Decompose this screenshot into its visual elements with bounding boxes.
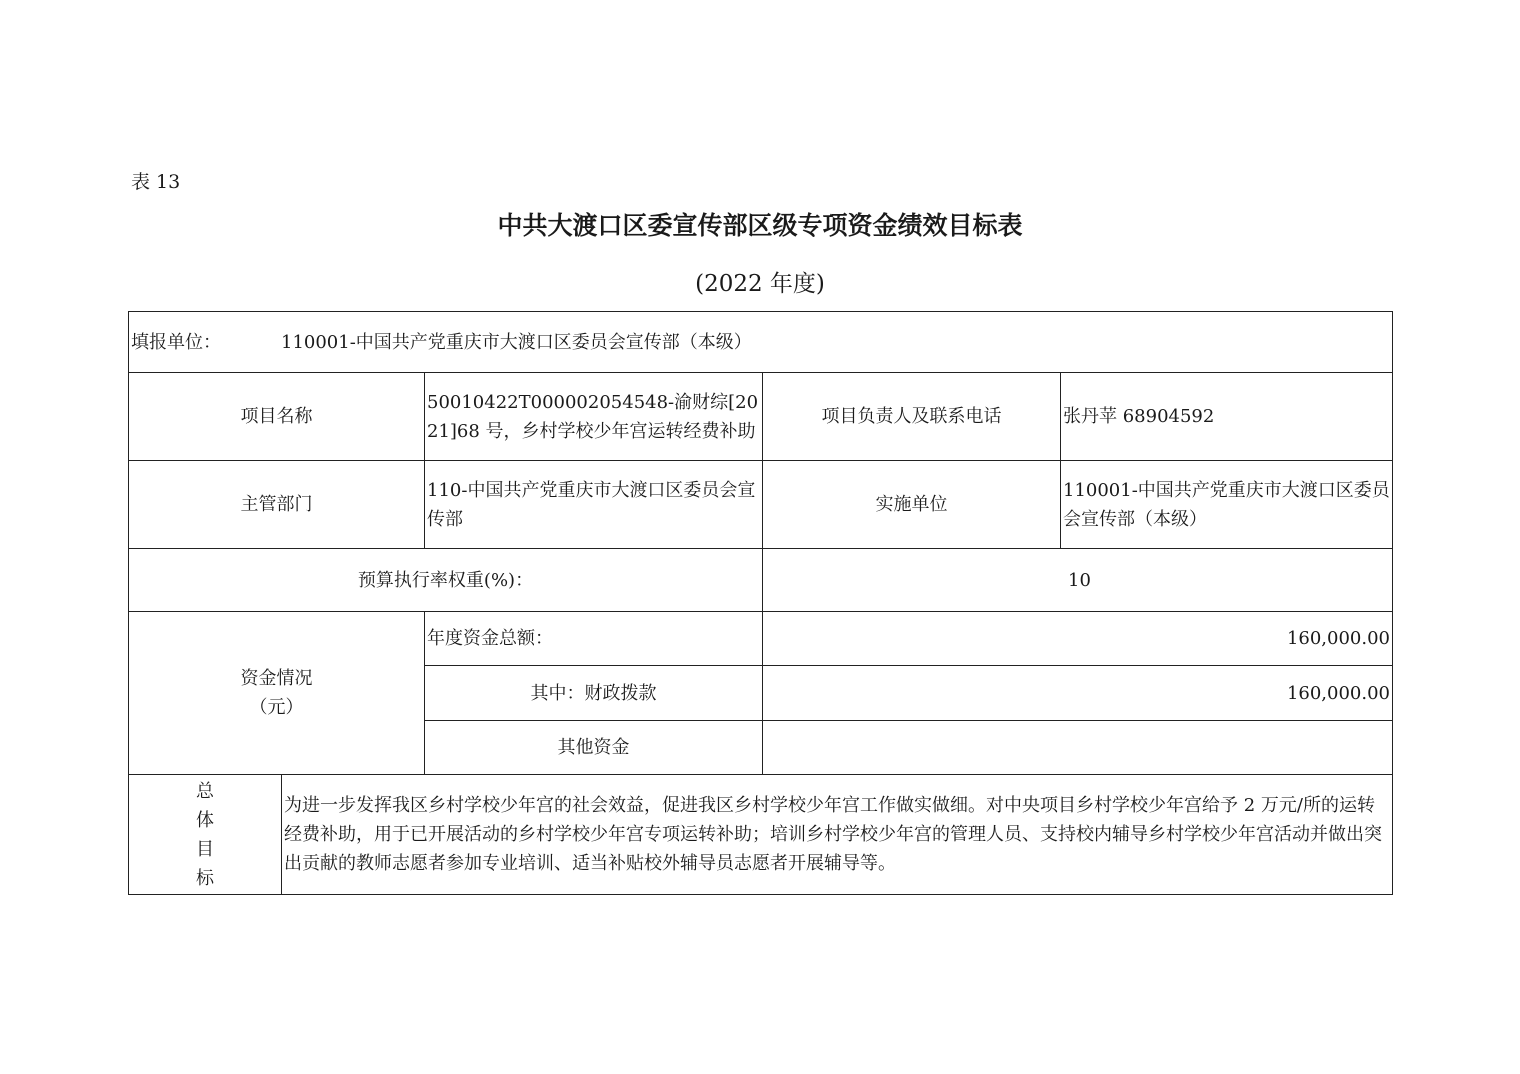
annual-total-row (129, 612, 1393, 666)
filing-unit-row (129, 312, 1393, 373)
implementing-unit-value: 110001-中国共产党重庆市大渡口区委员会宣传部（本级） (1061, 461, 1393, 549)
performance-target-table (128, 311, 1393, 895)
goal-label-char: 体 (196, 809, 214, 831)
overall-goal-row (129, 775, 1393, 895)
budget-rate-value: 10 (1068, 569, 1091, 591)
goal-label-char: 总 (196, 780, 214, 802)
supervising-dept-value: 110-中国共产党重庆市大渡口区委员会宣传部 (425, 461, 763, 549)
filing-unit-label: 填报单位： (131, 331, 221, 353)
document-title: 中共大渡口区委宣传部区级专项资金绩效目标表 (497, 211, 1023, 240)
overall-goal-text: 为进一步发挥我区乡村学校少年宫的社会效益，促进我区乡村学校少年宫工作做实做细。对中央项目乡村学校少年宫给予 2 万元/所的运转经费补助，用于已开展活动的乡村学校少年宫专项运转补助；培训乡村学校少年宫的管理人员、支持校内辅导乡村学校少年宫活动并做出突出贡献的教师志愿者参加专业培训、适当补贴校外辅导员志愿者开展辅导等。 (282, 775, 1393, 895)
supervising-dept-label: 主管部门 (129, 461, 425, 549)
budget-rate-cell (763, 549, 1393, 612)
project-name-label: 项目名称 (129, 373, 425, 461)
funds-label-line2: （元） (249, 697, 304, 718)
funds-label (129, 612, 425, 775)
budget-rate-label: 预算执行率权重(%)： (129, 549, 763, 612)
document-subtitle: (2022 年度) (695, 271, 825, 297)
annual-total-label: 年度资金总额： (425, 612, 763, 666)
filing-unit-value: 110001-中国共产党重庆市大渡口区委员会宣传部（本级） (281, 331, 752, 353)
project-contact-value: 张丹苹 68904592 (1061, 373, 1393, 461)
filing-unit-cell (129, 312, 1393, 373)
overall-goal-label (129, 775, 282, 895)
project-name-value: 50010422T000002054548-渝财综[2021]68 号，乡村学校少年宫运转经费补助 (425, 373, 763, 461)
goal-label-char: 标 (196, 867, 214, 889)
implementing-unit-label: 实施单位 (763, 461, 1061, 549)
funds-label-line1: 资金情况 (240, 668, 313, 689)
fiscal-value: 160,000.00 (763, 666, 1393, 721)
other-funds-label: 其他资金 (425, 721, 763, 775)
department-row (129, 461, 1393, 549)
budget-rate-row (129, 549, 1393, 612)
fiscal-label: 其中：财政拨款 (425, 666, 763, 721)
project-contact-label: 项目负责人及联系电话 (763, 373, 1061, 461)
other-funds-value (763, 721, 1393, 775)
annual-total-value: 160,000.00 (763, 612, 1393, 666)
goal-label-char: 目 (196, 838, 214, 860)
table-number: 表 13 (131, 171, 181, 193)
project-name-row (129, 373, 1393, 461)
